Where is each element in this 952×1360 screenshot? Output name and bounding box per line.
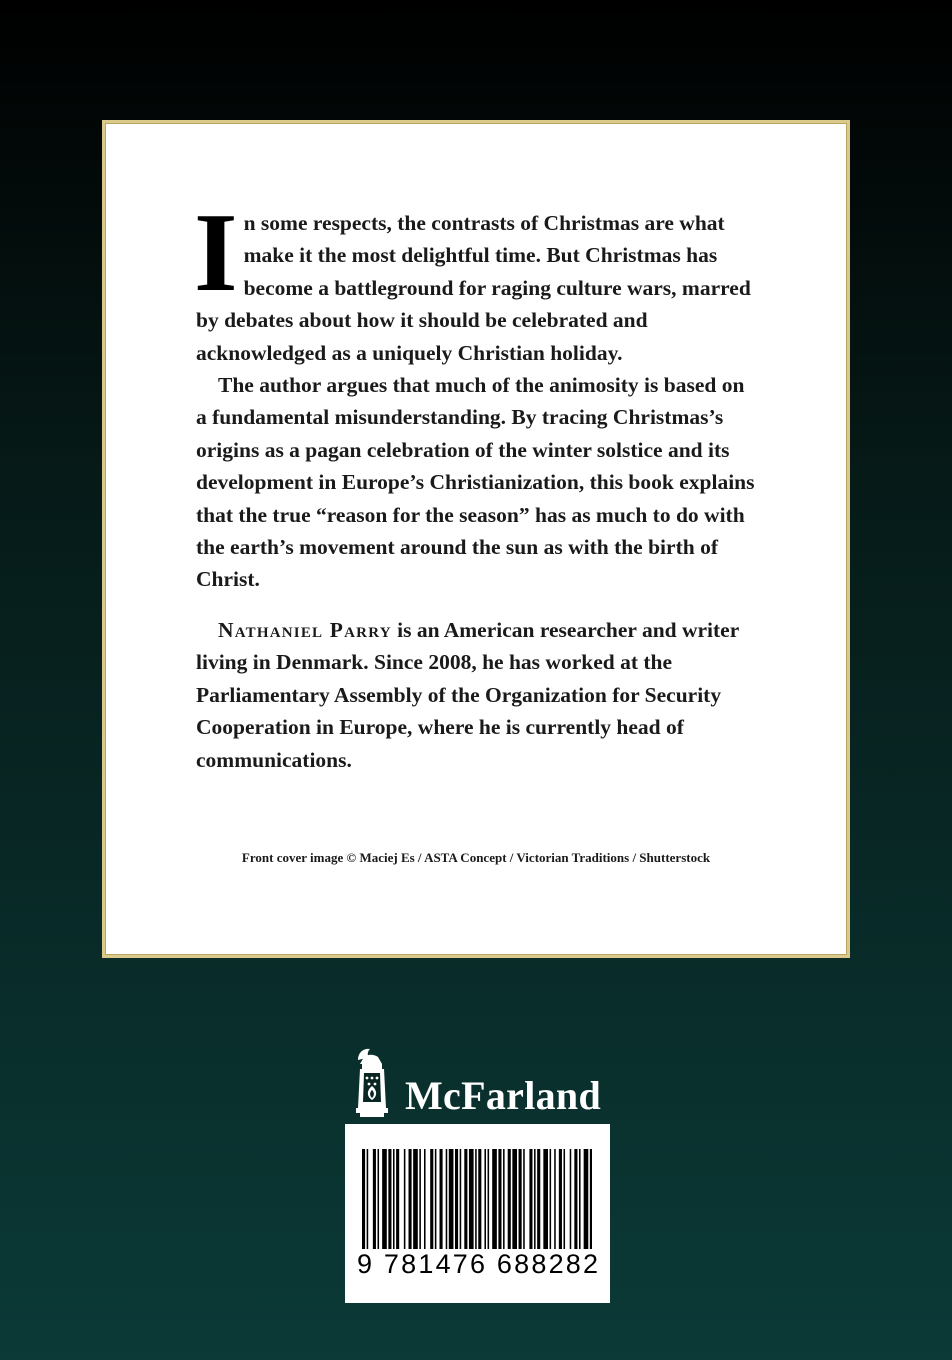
barcode-bar bbox=[564, 1149, 566, 1249]
barcode-bar bbox=[574, 1149, 577, 1249]
barcode-bar bbox=[508, 1149, 511, 1249]
blurb-paragraph-2: The author argues that much of the animosity is based on a fundamental misunderstanding. By tracing Christmas’s origins as a pagan celebration of the winter solstice and its development in Europe’s Christianization, this book explains that the true “reason for the season” has as much to do with the earth’s movement around the sun as with the birth of Christ. bbox=[196, 373, 755, 592]
author-bio bbox=[196, 614, 756, 776]
barcode-bar bbox=[488, 1149, 490, 1249]
barcode-bar bbox=[446, 1149, 448, 1249]
barcode-bar bbox=[404, 1149, 406, 1249]
barcode-bar bbox=[570, 1149, 572, 1249]
author-name: Nathaniel Parry bbox=[218, 617, 392, 642]
barcode-bar bbox=[523, 1149, 525, 1249]
publisher-name: McFarland bbox=[405, 1073, 602, 1118]
barcode-bar bbox=[469, 1149, 474, 1249]
barcode-bar bbox=[440, 1149, 443, 1249]
barcode-bar bbox=[498, 1149, 501, 1249]
barcode-bar bbox=[559, 1149, 562, 1249]
barcode-bar bbox=[590, 1149, 592, 1249]
author-bio-text: is an American researcher and writer living in Denmark. Since 2008, he has worked at the Parliamentary Assembly of the Organization for Security Cooperation in Europe, where he is currently head of communications. bbox=[196, 617, 739, 772]
barcode-bar bbox=[543, 1149, 548, 1249]
barcode-bar bbox=[529, 1149, 532, 1249]
lantern-icon bbox=[350, 1046, 398, 1121]
barcode-bar bbox=[409, 1149, 412, 1249]
barcode-bar bbox=[512, 1149, 517, 1249]
publisher-logo bbox=[350, 1046, 620, 1121]
isbn-number: 9 781476 688282 bbox=[357, 1249, 601, 1279]
barcode bbox=[345, 1124, 610, 1303]
barcode-bar bbox=[579, 1149, 581, 1249]
barcode-bar bbox=[503, 1149, 505, 1249]
barcode-bar bbox=[430, 1149, 433, 1249]
barcode-bar bbox=[460, 1149, 462, 1249]
cover-image-credit: Front cover image © Maciej Es / ASTA Concept / Victorian Traditions / Shutterstock bbox=[241, 850, 711, 865]
blurb-paragraph-1-text: n some respects, the contrasts of Christmas are what make it the most delightful time. But Christmas has become a battleground for raging culture wars, marred by debates about how it should be celebrated and acknowledged as a uniquely Christian holiday. bbox=[196, 211, 751, 365]
barcode-bar bbox=[492, 1149, 497, 1249]
barcode-bar bbox=[475, 1149, 477, 1249]
barcode-bar bbox=[534, 1149, 536, 1249]
barcode-bar bbox=[413, 1149, 418, 1249]
barcode-bar bbox=[382, 1149, 387, 1249]
barcode-bar bbox=[435, 1149, 437, 1249]
barcode-bar bbox=[388, 1149, 391, 1249]
barcode-bar bbox=[550, 1149, 552, 1249]
barcode-bar bbox=[393, 1149, 395, 1249]
barcode-bar bbox=[378, 1149, 380, 1249]
barcode-bar bbox=[554, 1149, 556, 1249]
barcode-bar bbox=[519, 1149, 522, 1249]
barcode-bar bbox=[584, 1149, 589, 1249]
barcode-bar bbox=[367, 1149, 369, 1249]
barcode-bars bbox=[362, 1149, 593, 1249]
barcode-bar bbox=[478, 1149, 481, 1249]
barcode-bar bbox=[424, 1149, 426, 1249]
barcode-bar bbox=[362, 1149, 365, 1249]
back-cover-panel bbox=[102, 120, 850, 958]
barcode-bar bbox=[455, 1149, 458, 1249]
barcode-bar bbox=[449, 1149, 454, 1249]
barcode-bar bbox=[537, 1149, 540, 1249]
barcode-bar bbox=[396, 1149, 399, 1249]
barcode-bar bbox=[419, 1149, 421, 1249]
barcode-bar bbox=[464, 1149, 467, 1249]
barcode-bar bbox=[484, 1149, 486, 1249]
blurb-paragraph-1 bbox=[194, 191, 756, 369]
drop-cap: I bbox=[194, 191, 238, 315]
blurb-text bbox=[194, 191, 756, 776]
barcode-bar bbox=[373, 1149, 376, 1249]
